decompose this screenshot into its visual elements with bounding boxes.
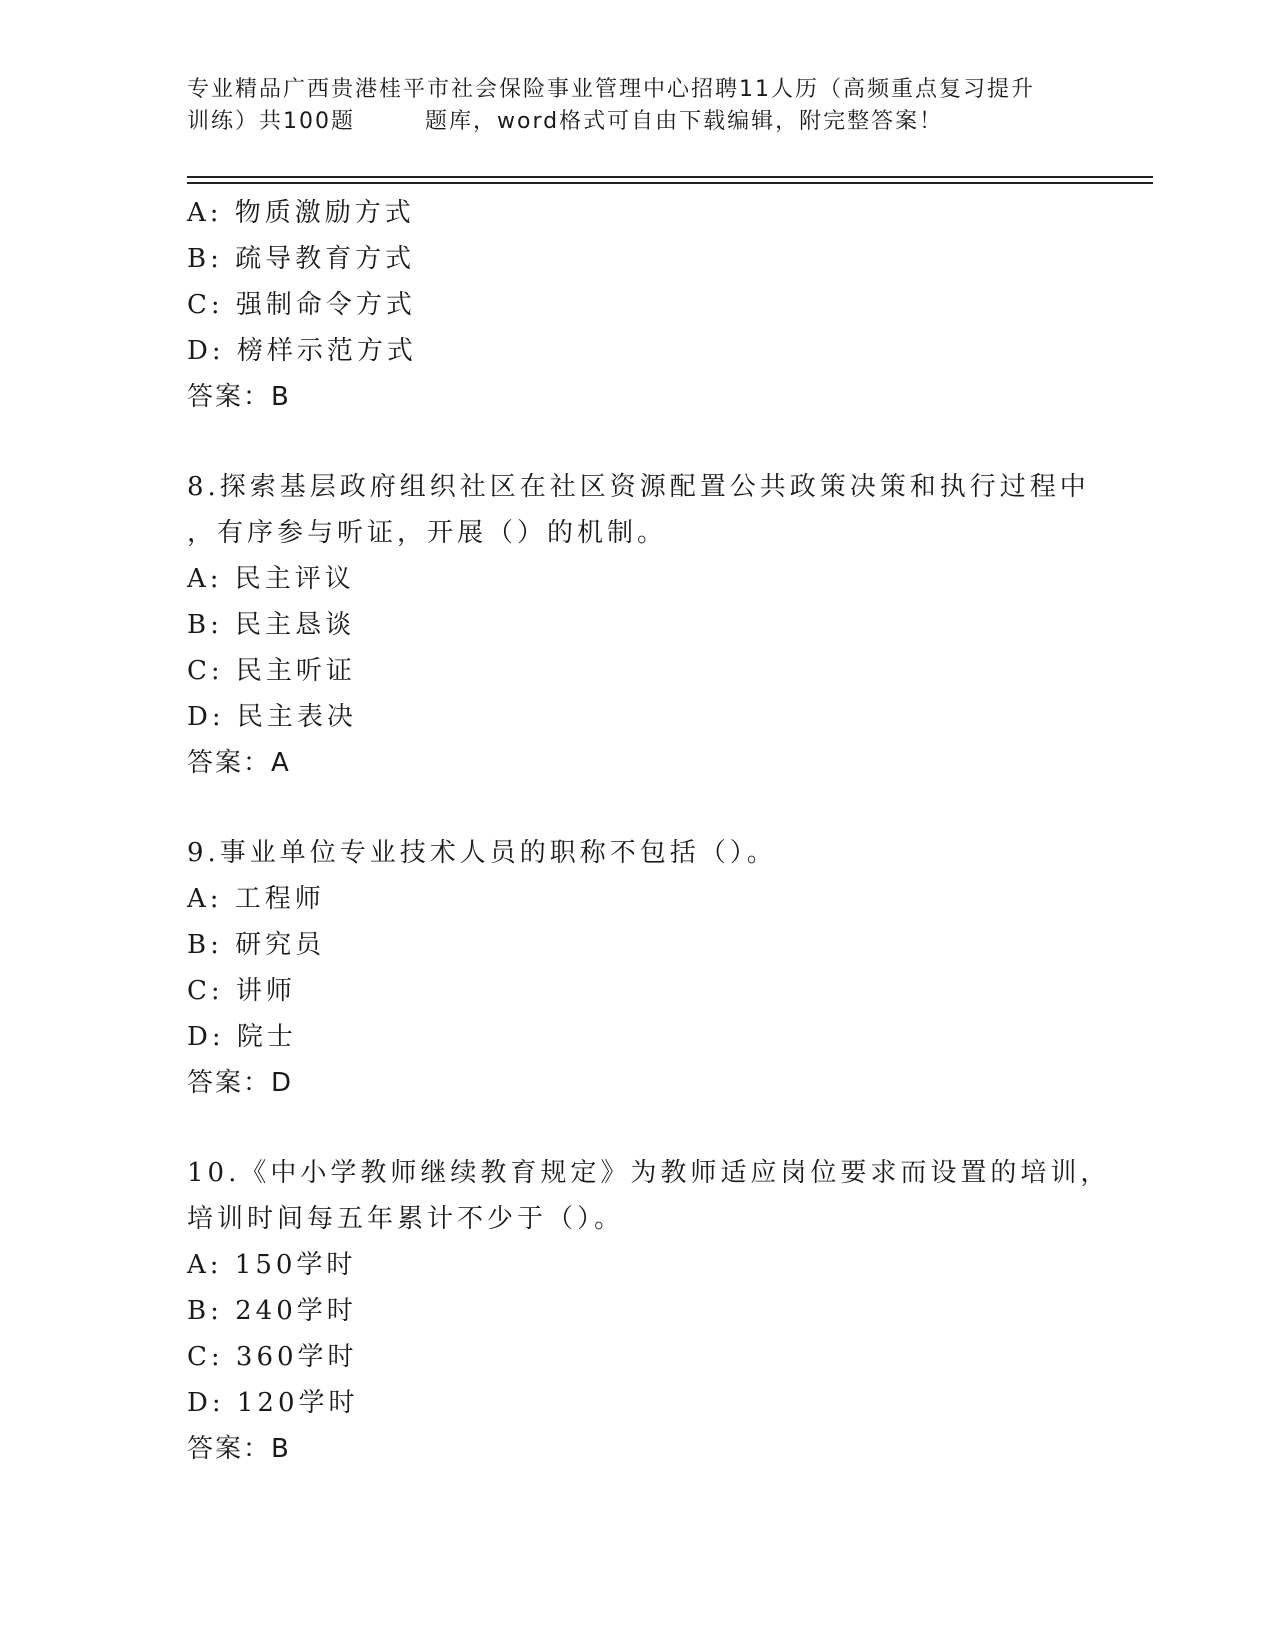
option-a: A: 工程师 [187, 884, 325, 914]
option-c: C: 讲师 [187, 976, 296, 1006]
header-title-line-2a: 训练）共100题 [187, 109, 355, 134]
header-divider-bottom [187, 182, 1153, 184]
question-stem: 8.探索基层政府组织社区在社区资源配置公共政策决策和执行过程中 [187, 472, 1090, 502]
answer: 答案：A [187, 748, 291, 778]
header-title-line-1: 专业精品广西贵港桂平市社会保险事业管理中心招聘11人历（高频重点复习提升 [187, 77, 1035, 102]
option-c: C: 强制命令方式 [187, 290, 416, 320]
question-7 [187, 190, 1087, 420]
option-c: C: 360学时 [187, 1342, 358, 1372]
option-d: D: 120学时 [187, 1388, 359, 1418]
option-b: B: 研究员 [187, 930, 326, 960]
question-list [187, 190, 1111, 1472]
answer: 答案：D [187, 1068, 294, 1098]
question-stem-continued: 培训时间每五年累计不少于（）。 [187, 1204, 625, 1234]
option-b: B: 民主恳谈 [187, 610, 356, 640]
option-a: A: 物质激励方式 [187, 198, 415, 228]
question-9 [187, 830, 1087, 1106]
option-d: D: 榜样示范方式 [187, 336, 417, 366]
question-stem-continued: ，有序参与听证，开展（）的机制。 [187, 518, 668, 548]
header-title-line-2 [187, 106, 1087, 138]
option-b: B: 疏导教育方式 [187, 244, 416, 274]
option-b: B: 240学时 [187, 1296, 357, 1326]
question-8 [187, 464, 1090, 786]
option-a: A: 民主评议 [187, 564, 355, 594]
option-c: C: 民主听证 [187, 656, 356, 686]
question-stem: 9.事业单位专业技术人员的职称不包括（）。 [187, 838, 777, 868]
answer: 答案：B [187, 1434, 291, 1464]
question-stem: 10.《中小学教师继续教育规定》为教师适应岗位要求而设置的培训， [187, 1158, 1111, 1188]
option-a: A: 150学时 [187, 1250, 357, 1280]
question-10 [187, 1150, 1111, 1472]
option-d: D: 民主表决 [187, 702, 357, 732]
header-divider-top [187, 176, 1153, 178]
option-d: D: 院士 [187, 1022, 297, 1052]
document-header [187, 74, 1087, 138]
answer: 答案：B [187, 382, 291, 412]
header-title-line-2b: 题库，word格式可自由下载编辑，附完整答案！ [425, 109, 944, 134]
